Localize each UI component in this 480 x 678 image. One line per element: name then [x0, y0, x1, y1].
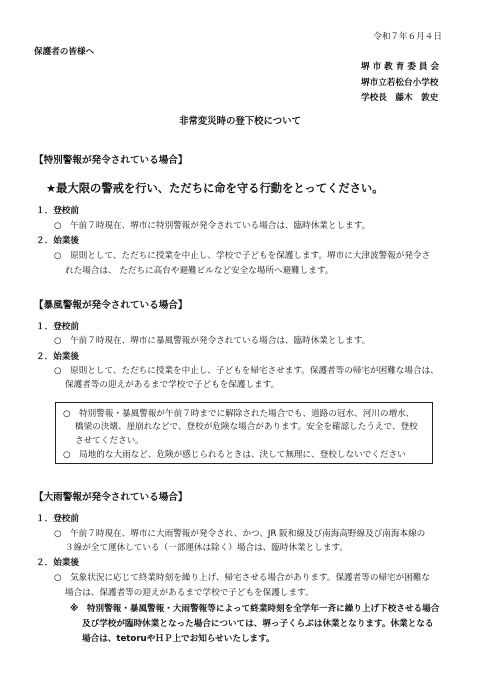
note-line: 及び学校が臨時休業となった場合については、堺っ子くらぶは休業となります。休業となる [82, 619, 434, 629]
section-heading-special: 【特別警報が発令されている場合】 [34, 155, 188, 166]
item-number: １．登校前 [36, 322, 79, 332]
caution-line: 橋梁の決壊、崖崩れなどで、登校が危険な場合があります。安全を確認したうえで、登校 [75, 422, 418, 432]
item-text-line: ○ 午前７時現在、堺市に暴風警報が発令されている場合は、臨時休業とします。 [54, 336, 371, 346]
item-number: ２．始業後 [36, 352, 79, 362]
note-line: ※ 特別警報・暴風警報・大雨警報等によって終業時刻を全学年一斉に繰り上げ下校させる場合 [70, 604, 440, 614]
item-text-line: ○ 午前７時現在、堺市に大雨警報が発令され、かつ、JR 阪和線及び南海高野線及び南海本線の [54, 529, 426, 539]
item-number: ２．始業後 [36, 558, 79, 568]
item-number: １．登校前 [36, 514, 79, 524]
sender-line-board: 堺 市 教 育 委 員 会 [361, 62, 440, 72]
section-heading-storm: 【暴風警報が発令されている場合】 [34, 300, 188, 311]
sender-line-school: 堺市立若松台小学校 [361, 78, 439, 88]
recipient-line: 保護者の皆様へ [34, 47, 95, 57]
sender-line-principal: 学校長 藤木 敦史 [361, 93, 439, 103]
section-heading-heavy-rain: 【大雨警報が発令されている場合】 [34, 492, 188, 503]
caution-line: させてください。 [75, 436, 144, 446]
caution-line: ○ 特別警報・暴風警報が午前７時までに解除された場合でも、道路の冠水、河川の増水、 [63, 409, 415, 419]
item-text-line: ○ 原則として、ただちに授業を中止し、子どもを帰宅させます。保護者等の帰宅が困難な場合は、 [54, 366, 439, 376]
item-text-line: ３線が全て運休している（一部運休は除く）場合は、臨時休業とします。 [65, 543, 348, 553]
item-text-line: ○ 午前７時現在、堺市に特別警報が発令されている場合は、臨時休業とします。 [54, 221, 371, 231]
emphasis-line: ★最大限の警戒を行い、ただちに命を守る行動をとってください。 [46, 182, 384, 195]
item-text-line: 保護者等の迎えがあるまで学校で子どもを保護します。 [65, 380, 280, 390]
item-text-line: ○ 気象状況に応じて終業時刻を繰り上げ、帰宅させる場合があります。保護者等の帰宅が困難な [54, 573, 430, 583]
note-line: 場合は、tetoruやＨＰ上でお知らせいたします。 [82, 634, 275, 644]
item-number: ２．始業後 [36, 236, 79, 246]
item-text-line: れた場合は、 ただちに高台や避難ビルなど安全な場所へ避難します。 [65, 266, 334, 276]
item-text-line: 場合は、保護者等の迎えがあるまで学校で子どもを保護します。 [65, 588, 314, 598]
caution-line: ○ 局地的な大雨など、危険が感じられるときは、決して無理に、登校しないでください [63, 450, 406, 460]
item-number: １．登校前 [36, 206, 79, 216]
document-title: 非常変災時の登下校について [179, 116, 301, 127]
item-text-line: ○ 原則として、ただちに授業を中止し、学校で子どもを保護します。堺市に大津波警報が発令さ [54, 251, 431, 261]
issue-date: 令和７年６月４日 [373, 32, 442, 42]
